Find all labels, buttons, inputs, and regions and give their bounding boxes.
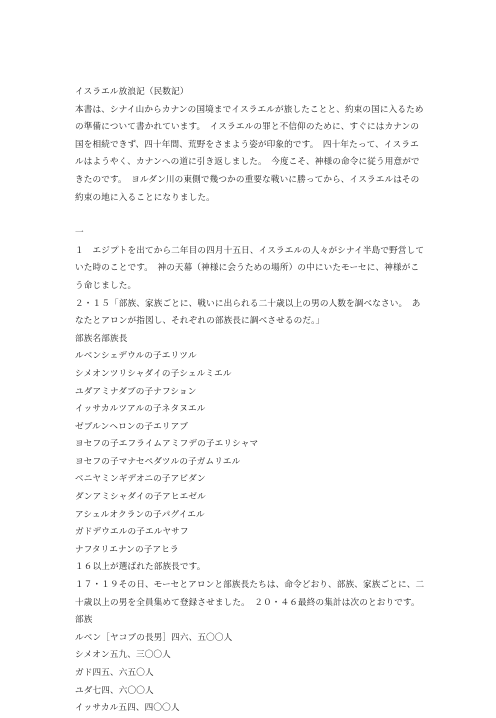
list-item: ガド四五、六五〇人 xyxy=(75,668,154,678)
intro-line: 約束の地に入ることになりました。 xyxy=(75,192,215,203)
leaders-header: 部族名部族長 xyxy=(75,333,128,344)
list-item: ユダアミナダブの子ナフション xyxy=(75,386,197,397)
list-item: ガドデウエルの子エルヤサフ xyxy=(75,527,189,538)
document-body xyxy=(75,84,427,718)
list-item: ルベン［ヤコブの長男］四六、五〇〇人 xyxy=(75,632,233,643)
list-item: ユダ七四、六〇〇人 xyxy=(75,685,154,696)
document-title: イスラエル放浪記（民数記） xyxy=(75,87,189,97)
section-line: １ エジプトを出てから二年目の四月十五日、イスラエルの人々がシナイ半島で野営して xyxy=(75,245,425,256)
section-line: う命じました。 xyxy=(75,280,137,291)
list-item: ヨセフの子マナセペダツルの子ガムリエル xyxy=(75,456,241,467)
paragraph-line: １６以上が選ばれた部族長です。 xyxy=(75,562,206,573)
paragraph-line: 十歳以上の男を全員集めて登録させました。 ２０・４６最終の集計は次のとおりです。 xyxy=(75,597,420,608)
after-leaders-paragraph xyxy=(75,559,427,612)
section-line: なたとアロンが指図し、それぞれの部族長に調べさせるのだ。」 xyxy=(75,316,325,327)
list-item: ナフタリエナンの子アヒラ xyxy=(75,544,179,555)
list-item: アシェルオクランの子パグイエル xyxy=(75,509,205,520)
intro-line: 本書は、シナイ山からカナンの国境までイスラエルが旅したことと、約束の国に入るため xyxy=(75,104,424,115)
section-paragraph xyxy=(75,243,427,331)
chapter-mark: 一 xyxy=(75,228,84,239)
list-item: ルベンシェデウルの子エリツル xyxy=(75,351,197,362)
intro-line: きたのです。 ヨルダン川の東側で幾つかの重要な戦いに勝ってから、イスラエルはその xyxy=(75,174,420,185)
intro-line: の準備について書かれています。 イスラエルの罪と不信仰のために、すぐにはカナンの xyxy=(75,122,420,133)
tally-header: 部族 xyxy=(75,615,93,626)
list-item: ダンアミシャダイの子アヒエゼル xyxy=(75,492,206,503)
intro-paragraph xyxy=(75,102,427,208)
list-item: ゼブルンヘロンの子エリアブ xyxy=(75,421,189,432)
list-item: イッサカル五四、四〇〇人 xyxy=(75,703,180,714)
list-item: ベニヤミンギデオニの子アビダン xyxy=(75,474,206,485)
leaders-list xyxy=(75,348,427,559)
tally-list xyxy=(75,630,427,718)
list-item: シメオン五九、三〇〇人 xyxy=(75,650,171,661)
section-line: いた時のことです。 神の天幕（神様に会うための場所）の中にいたモーセに、神様がこ xyxy=(75,263,420,274)
spacer xyxy=(75,207,427,225)
intro-line: 国を相続できず、四十年間、荒野をさまよう姿が印象的です。 四十年たって、イスラエ xyxy=(75,139,419,150)
list-item: イッサカルツアルの子ネタヌエル xyxy=(75,404,206,415)
section-line: ２・１５「部族、家族ごとに、戦いに出られる二十歳以上の男の人数を調べなさい。 あ xyxy=(75,298,421,309)
intro-line: ルはようやく、カナンへの道に引き返しました。 今度こそ、神様の命令に従う用意がで xyxy=(75,157,420,168)
paragraph-line: １７・１９その日、モーセとアロンと部族長たちは、命令どおり、部族、家族ごとに、二 xyxy=(75,580,425,591)
list-item: ヨセフの子エフライムアミフデの子エリシャマ xyxy=(75,439,259,450)
list-item: シメオンツリシャダイの子シェルミエル xyxy=(75,368,232,379)
